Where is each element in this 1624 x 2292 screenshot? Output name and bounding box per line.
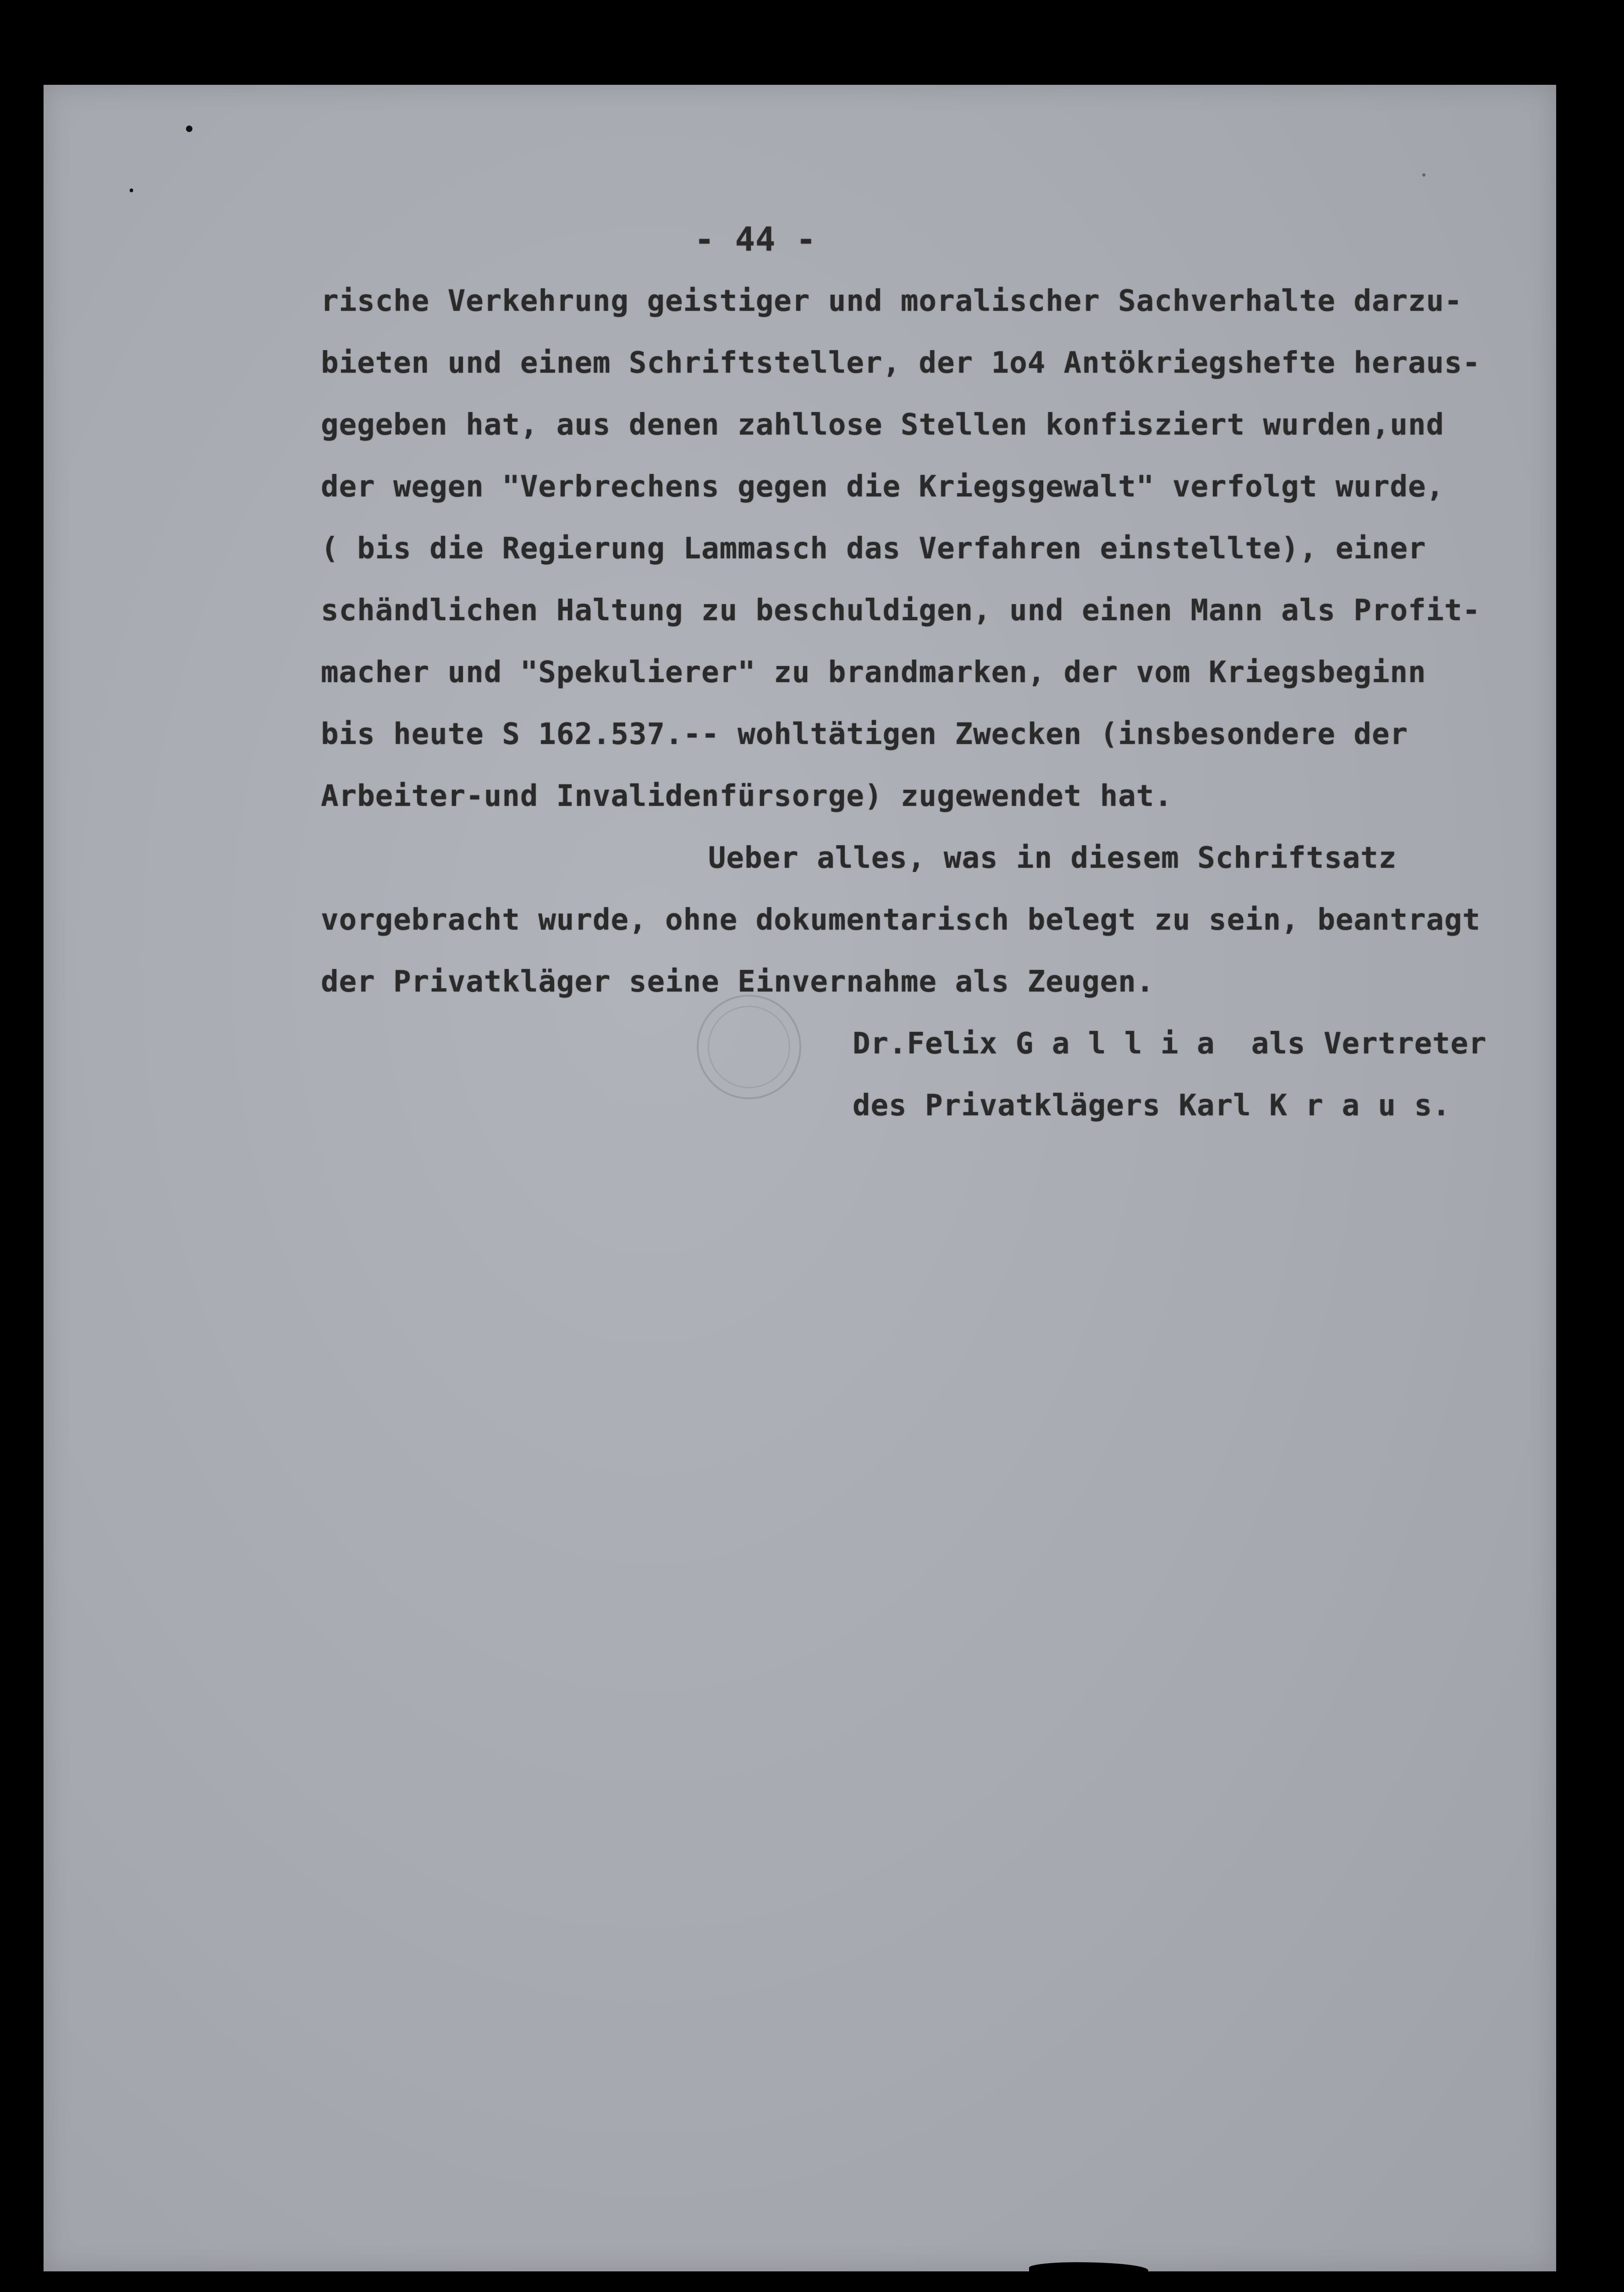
paper-tear bbox=[1029, 2262, 1148, 2276]
signature-line: des Privatklägers Karl K r a u s. bbox=[853, 1089, 1451, 1123]
ink-speck: • bbox=[183, 119, 195, 140]
text-line: rische Verkehrung geistiger und moralischer Sachverhalte darzu- bbox=[321, 284, 1463, 318]
text-line: der Privatkläger seine Einvernahme als Zeugen. bbox=[321, 965, 1155, 999]
text-line: macher und "Spekulierer" zu brandmarken, der vom Kriegsbeginn bbox=[321, 656, 1426, 689]
text-line: bis heute S 162.537.-- wohltätigen Zwecken (insbesondere der bbox=[321, 717, 1408, 751]
ink-speck: • bbox=[1421, 170, 1427, 181]
ink-speck: ⸱ bbox=[128, 177, 135, 204]
text-line: Ueber alles, was in diesem Schriftsatz bbox=[708, 841, 1397, 875]
faint-stamp bbox=[697, 995, 801, 1099]
signature-line: Dr.Felix G a l l i a als Vertreter bbox=[853, 1027, 1487, 1061]
text-line: bieten und einem Schriftsteller, der 1o4 Antökriegshefte heraus- bbox=[321, 346, 1481, 380]
text-line: der wegen "Verbrechens gegen die Kriegsgewalt" verfolgt wurde, bbox=[321, 470, 1444, 504]
text-line: vorgebracht wurde, ohne dokumentarisch belegt zu sein, beantragt bbox=[321, 903, 1481, 937]
text-line: Arbeiter-und Invalidenfürsorge) zugewendet hat. bbox=[321, 779, 1173, 813]
page-number: - 44 - bbox=[694, 220, 817, 259]
text-line: schändlichen Haltung zu beschuldigen, und einen Mann als Profit- bbox=[321, 594, 1481, 628]
text-line: ( bis die Regierung Lammasch das Verfahren einstellte), einer bbox=[321, 532, 1426, 566]
text-line: gegeben hat, aus denen zahllose Stellen konfisziert wurden,und bbox=[321, 408, 1444, 442]
